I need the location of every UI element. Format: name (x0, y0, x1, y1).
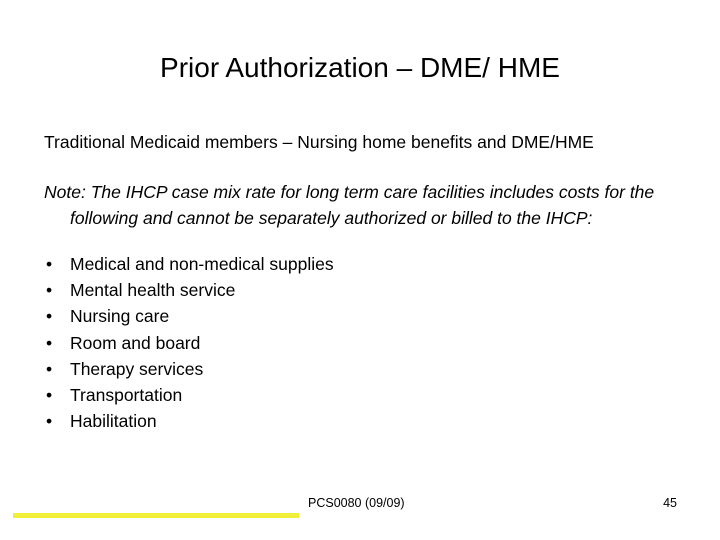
list-item-text: Transportation (70, 385, 183, 406)
slide-title: Prior Authorization – DME/ HME (160, 52, 560, 83)
list-item (44, 251, 334, 277)
list-item-text: Nursing care (70, 306, 170, 327)
bullet-icon: • (46, 332, 53, 353)
bullet-icon: • (46, 358, 53, 379)
list-item (44, 382, 334, 408)
bullet-icon: • (46, 280, 53, 301)
bullet-icon: • (46, 411, 53, 432)
bullet-icon: • (46, 306, 53, 327)
list-item-text: Medical and non-medical supplies (70, 254, 334, 274)
list-item (44, 408, 334, 434)
footer-document-code: PCS0080 (09/09) (308, 496, 405, 510)
list-item (44, 303, 334, 329)
list-item-text: Room and board (70, 332, 201, 353)
list-item-text: Mental health service (70, 280, 236, 301)
bullet-icon: • (46, 254, 53, 274)
page-number: 45 (663, 496, 677, 510)
list-item (44, 277, 334, 303)
list-item-text: Therapy services (70, 358, 204, 379)
note-paragraph: Note: The IHCP case mix rate for long term care facilities includes costs for the following and cannot be separately authorized or billed to the IHCP: (44, 182, 655, 228)
slide-subtitle: Traditional Medicaid members – Nursing home benefits and DME/HME (44, 132, 594, 152)
list-item (44, 330, 334, 356)
bullet-list (44, 251, 334, 434)
list-item-text: Habilitation (70, 411, 157, 432)
footer-accent-bar (13, 513, 299, 518)
bullet-icon: • (46, 385, 53, 406)
list-item (44, 356, 334, 382)
